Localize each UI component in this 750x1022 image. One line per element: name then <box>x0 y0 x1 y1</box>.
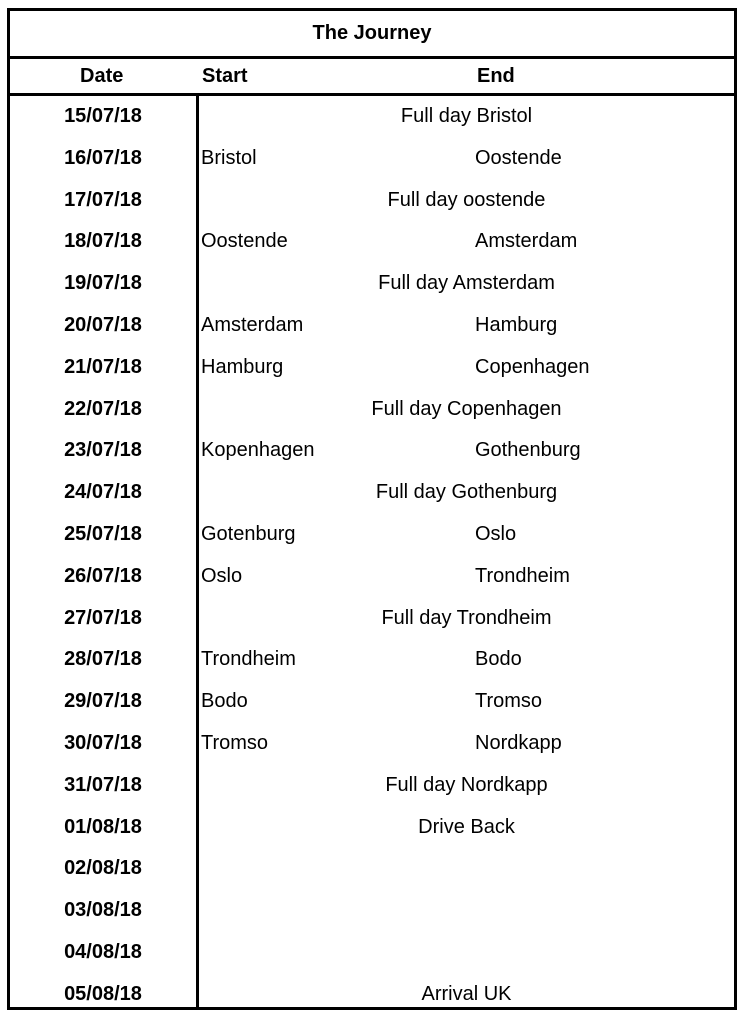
start-cell: Bodo <box>201 690 248 713</box>
table-row <box>10 556 734 598</box>
table-row <box>10 472 734 514</box>
table-row <box>10 765 734 807</box>
end-cell: Oostende <box>475 146 562 169</box>
table-body <box>10 96 734 1007</box>
end-cell: Bodo <box>475 648 522 671</box>
start-cell: Oslo <box>201 564 243 587</box>
full-day-cell: Full day Gothenburg <box>375 481 558 504</box>
date-cell: 18/07/18 <box>64 230 142 253</box>
table-title: The Journey <box>10 11 734 59</box>
end-cell: Nordkapp <box>475 731 562 754</box>
full-day-cell: Full day Nordkapp <box>385 773 548 796</box>
start-cell: Gotenburg <box>201 522 296 545</box>
start-cell: Hamburg <box>201 355 284 378</box>
header-start: Start <box>202 65 248 87</box>
table-row <box>10 263 734 305</box>
table-row <box>10 96 734 138</box>
table-row <box>10 890 734 932</box>
table-row <box>10 305 734 347</box>
start-cell: Kopenhagen <box>201 439 315 462</box>
full-day-cell: Arrival UK <box>421 982 512 1005</box>
date-cell: 24/07/18 <box>64 481 142 504</box>
full-day-cell: Full day Copenhagen <box>371 397 562 420</box>
date-cell: 03/08/18 <box>64 899 142 922</box>
table-row <box>10 723 734 765</box>
end-cell: Trondheim <box>475 564 570 587</box>
table-row <box>10 389 734 431</box>
date-cell: 26/07/18 <box>64 564 142 587</box>
table-row <box>10 681 734 723</box>
date-cell: 02/08/18 <box>64 857 142 880</box>
date-cell: 04/08/18 <box>64 940 142 963</box>
date-cell: 27/07/18 <box>64 606 142 629</box>
end-cell: Gothenburg <box>475 439 581 462</box>
date-cell: 17/07/18 <box>64 188 142 211</box>
end-cell: Tromso <box>475 690 543 713</box>
full-day-cell: Full day Trondheim <box>381 606 552 629</box>
date-cell: 16/07/18 <box>64 146 142 169</box>
date-cell: 15/07/18 <box>64 105 142 127</box>
end-cell: Oslo <box>475 522 517 545</box>
full-day-cell: Full day Bristol <box>400 105 533 127</box>
header-row <box>10 59 734 96</box>
date-cell: 05/08/18 <box>64 982 142 1005</box>
header-date: Date <box>80 65 124 87</box>
start-cell: Oostende <box>201 230 288 253</box>
table-row <box>10 180 734 222</box>
date-cell: 01/08/18 <box>64 815 142 838</box>
table-row <box>10 430 734 472</box>
full-day-cell: Drive Back <box>418 815 515 838</box>
header-end: End <box>477 65 515 87</box>
table-row <box>10 221 734 263</box>
start-cell: Bristol <box>201 146 257 169</box>
end-cell: Copenhagen <box>475 355 590 378</box>
table-row <box>10 848 734 890</box>
table-row <box>10 598 734 640</box>
table-row <box>10 639 734 681</box>
date-cell: 20/07/18 <box>64 313 142 336</box>
table-row <box>10 514 734 556</box>
date-cell: 19/07/18 <box>64 272 142 295</box>
date-cell: 25/07/18 <box>64 522 142 545</box>
date-cell: 29/07/18 <box>64 690 142 713</box>
table-row <box>10 932 734 974</box>
journey-table <box>7 8 737 1010</box>
table-row <box>10 138 734 180</box>
start-cell: Trondheim <box>201 648 296 671</box>
start-cell: Amsterdam <box>201 313 304 336</box>
full-day-cell: Full day Amsterdam <box>378 272 555 295</box>
date-cell: 22/07/18 <box>64 397 142 420</box>
start-cell: Tromso <box>201 731 269 754</box>
date-cell: 21/07/18 <box>64 355 142 378</box>
date-cell: 23/07/18 <box>64 439 142 462</box>
end-cell: Hamburg <box>475 313 558 336</box>
table-row <box>10 974 734 1016</box>
date-cell: 28/07/18 <box>64 648 142 671</box>
table-row <box>10 347 734 389</box>
date-cell: 31/07/18 <box>64 773 142 796</box>
table-row <box>10 807 734 849</box>
end-cell: Amsterdam <box>475 230 578 253</box>
full-day-cell: Full day oostende <box>387 188 546 211</box>
date-cell: 30/07/18 <box>64 731 142 754</box>
